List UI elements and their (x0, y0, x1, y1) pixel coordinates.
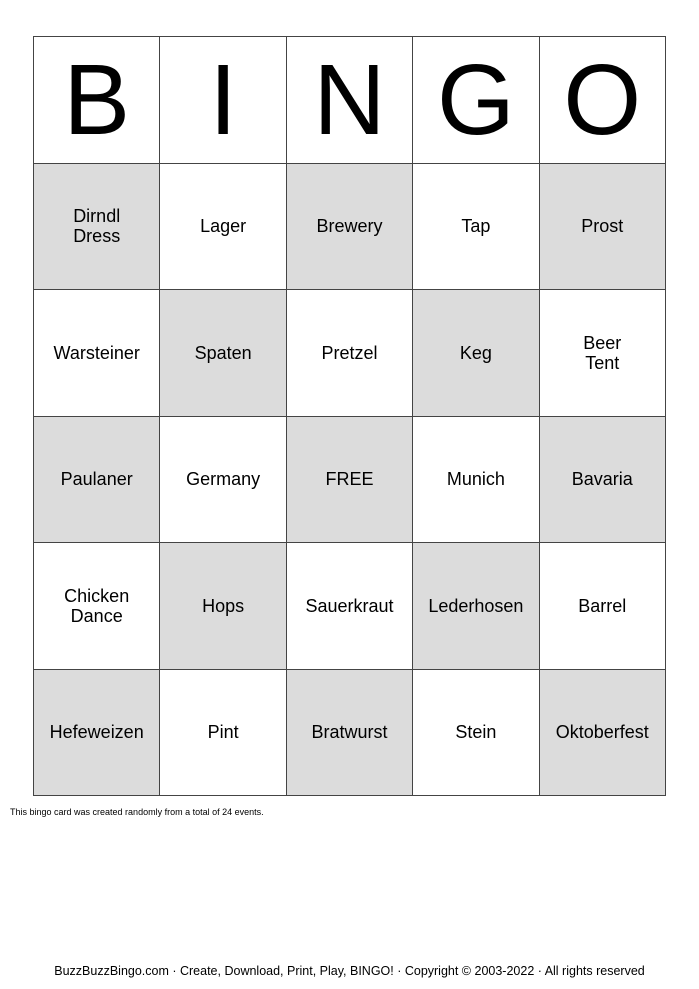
bingo-cell: Spaten (160, 290, 286, 417)
bingo-cell: Pint (160, 670, 286, 797)
bingo-cell: Prost (540, 164, 666, 291)
header-letter-o: O (540, 37, 666, 164)
bingo-card (33, 36, 666, 796)
bingo-cell: Dirndl Dress (34, 164, 160, 291)
bingo-cell: Sauerkraut (287, 543, 413, 670)
bingo-cell: Paulaner (34, 417, 160, 544)
page-footer: BuzzBuzzBingo.com · Create, Download, Print, Play, BINGO! · Copyright © 2003-2022 · All rights reserved (54, 964, 645, 978)
bingo-cell: Hefeweizen (34, 670, 160, 797)
bingo-cell: Bratwurst (287, 670, 413, 797)
bingo-cell: Bavaria (540, 417, 666, 544)
bingo-cell: Tap (413, 164, 539, 291)
bingo-cell: Keg (413, 290, 539, 417)
bingo-cell: Germany (160, 417, 286, 544)
bingo-cell: Stein (413, 670, 539, 797)
header-letter-b: B (34, 37, 160, 164)
header-letter-i: I (160, 37, 286, 164)
bingo-cell: Warsteiner (34, 290, 160, 417)
free-space-cell: FREE (287, 417, 413, 544)
card-note: This bingo card was created randomly from a total of 24 events. (10, 807, 264, 817)
bingo-cell: Hops (160, 543, 286, 670)
bingo-cell: Beer Tent (540, 290, 666, 417)
bingo-cell: Pretzel (287, 290, 413, 417)
bingo-cell: Barrel (540, 543, 666, 670)
header-letter-n: N (287, 37, 413, 164)
bingo-cell: Chicken Dance (34, 543, 160, 670)
header-letter-g: G (413, 37, 539, 164)
bingo-cell: Brewery (287, 164, 413, 291)
bingo-cell: Oktoberfest (540, 670, 666, 797)
bingo-cell: Lager (160, 164, 286, 291)
bingo-cell: Munich (413, 417, 539, 544)
bingo-cell: Lederhosen (413, 543, 539, 670)
